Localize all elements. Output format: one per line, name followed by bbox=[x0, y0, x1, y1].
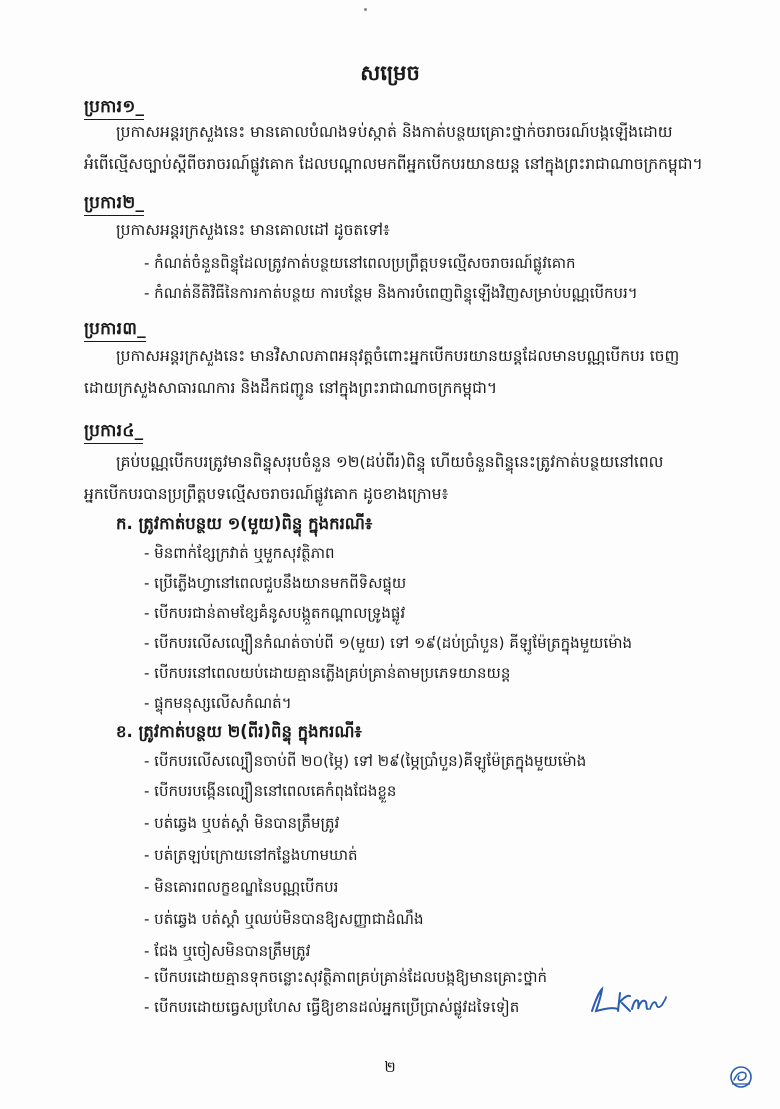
section-b-heading: ខ. ត្រូវកាត់បន្ថយ ២(ពីរ)ពិន្ទុ ក្នុងករណី៖ bbox=[116, 722, 362, 741]
article-3-line-1: ប្រកាសអន្តរក្រសួងនេះ មានវិសាលភាពអនុវត្តចំពោះអ្នកបើកបរយានយន្តដែលមានបណ្ណបើកបរ ចេញ bbox=[116, 347, 680, 365]
section-b-bullet-9: - បើកបរដោយធ្វេសប្រហែស ធ្វើឱ្យខានដល់អ្នកប្រើប្រាស់ផ្លូវដទៃទៀត bbox=[144, 998, 520, 1016]
section-a-bullet-4: - បើកបរលើសល្បឿនកំណត់ចាប់ពី ១(មួយ) ទៅ ១៩(ដប់ប្រាំបួន) គីឡូម៉ែត្រក្នុងមួយម៉ោង bbox=[144, 634, 633, 652]
handwritten-initials bbox=[586, 985, 670, 1019]
article-4-heading: ប្រការ៤_ bbox=[84, 420, 143, 444]
section-b-bullet-7: - ជែង ឬចៀសមិនបានត្រឹមត្រូវ bbox=[144, 942, 311, 960]
article-1-line-2: អំពើល្មើសច្បាប់ស្តីពីចរាចរណ៍ផ្លូវគោក ដែលបណ្តាលមកពីអ្នកបើកបរយានយន្ត នៅក្នុងព្រះរាជាណាចក្រកម្ពុជា។ bbox=[84, 155, 703, 173]
section-b-bullet-1: - បើកបរលើសល្បឿនចាប់ពី ២០(ម្ភៃ) ទៅ ២៩(ម្ភៃប្រាំបួន)គីឡូម៉ែត្រក្នុងមួយម៉ោង bbox=[144, 752, 587, 770]
page-number: ២ bbox=[384, 1058, 396, 1076]
page-title: សម្រេច bbox=[360, 61, 420, 85]
scan-speck bbox=[364, 8, 367, 11]
article-1-heading: ប្រការ១_ bbox=[84, 96, 144, 120]
section-b-bullet-2: - បើកបរបង្កើនល្បឿននៅពេលគេកំពុងជែងខ្លួន bbox=[144, 782, 397, 800]
section-a-bullet-2: - ប្រើភ្លើងហ្វានៅពេលជួបនឹងយានមកពីទិសផ្ទុយ bbox=[144, 574, 407, 592]
section-a-bullet-6: - ផ្ទុកមនុស្សលើសកំណត់។ bbox=[144, 694, 292, 712]
article-3-line-2: ដោយក្រសួងសាធារណការ និងដឹកជញ្ជូន នៅក្នុងព្រះរាជាណាចក្រកម្ពុជា។ bbox=[84, 379, 498, 397]
section-b-bullet-4: - បត់ត្រឡប់ក្រោយនៅកន្លែងហាមឃាត់ bbox=[144, 846, 358, 864]
section-b-bullet-8: - បើកបរដោយគ្មានទុកចន្លោះសុវត្ថិភាពគ្រប់គ្រាន់ដែលបង្កឱ្យមានគ្រោះថ្នាក់ bbox=[144, 968, 548, 986]
article-2-heading: ប្រការ២_ bbox=[84, 192, 144, 216]
section-a-heading: ក. ត្រូវកាត់បន្ថយ ១(មួយ)ពិន្ទុ ក្នុងករណី៖ bbox=[116, 514, 373, 533]
section-a-bullet-3: - បើកបរជាន់តាមខ្សែគំនូសបង្កួតកណ្តាលទ្រូងផ្លូវ bbox=[144, 604, 406, 622]
article-3-heading: ប្រការ៣_ bbox=[84, 318, 146, 342]
article-1-line-1: ប្រកាសអន្តរក្រសួងនេះ មានគោលបំណងទប់ស្កាត់ និងកាត់បន្ថយគ្រោះថ្នាក់ចរាចរណ៍បង្កឡើងដោយ bbox=[116, 123, 673, 141]
section-a-bullet-5: - បើកបរនៅពេលយប់ដោយគ្មានភ្លើងគ្រប់គ្រាន់តាមប្រភេទយានយន្ត bbox=[144, 664, 511, 682]
article-2-bullet-1: - កំណត់ចំនួនពិន្ទុដែលត្រូវកាត់បន្ថយនៅពេលប្រព្រឹត្តបទល្មើសចរាចរណ៍ផ្លូវគោក bbox=[144, 254, 576, 272]
section-b-bullet-5: - មិនគោរពលក្ខខណ្ឌនៃបណ្ណបើកបរ bbox=[144, 878, 339, 896]
stamp-icon bbox=[728, 1064, 754, 1090]
article-2-bullet-2: - កំណត់នីតិវិធីនៃការកាត់បន្ថយ ការបន្ថែម និងការបំពេញពិន្ទុឡើងវិញសម្រាប់បណ្ណបើកបរ។ bbox=[144, 284, 638, 302]
section-b-bullet-3: - បត់ឆ្វេង ឬបត់ស្តាំ មិនបានត្រឹមត្រូវ bbox=[144, 814, 340, 832]
article-4-line-1: គ្រប់បណ្ណបើកបរត្រូវមានពិន្ទុសរុបចំនួន ១២(ដប់ពីរ)ពិន្ទុ ហើយចំនួនពិន្ទុនេះត្រូវកាត់បន្ថយនៅពេល bbox=[116, 453, 664, 471]
section-a-bullet-1: - មិនពាក់ខ្សែក្រវាត់ ឬមួកសុវត្ថិភាព bbox=[144, 544, 335, 562]
article-4-line-2: អ្នកបើកបរបានប្រព្រឹត្តបទល្មើសចរាចរណ៍ផ្លូវគោក ដូចខាងក្រោម៖ bbox=[84, 485, 449, 503]
article-2-line-1: ប្រកាសអន្តរក្រសួងនេះ មានគោលដៅ ដូចតទៅ៖ bbox=[116, 221, 390, 239]
section-b-bullet-6: - បត់ឆ្វេង បត់ស្តាំ ឬឈប់មិនបានឱ្យសញ្ញាជាដំណឹង bbox=[144, 910, 424, 928]
